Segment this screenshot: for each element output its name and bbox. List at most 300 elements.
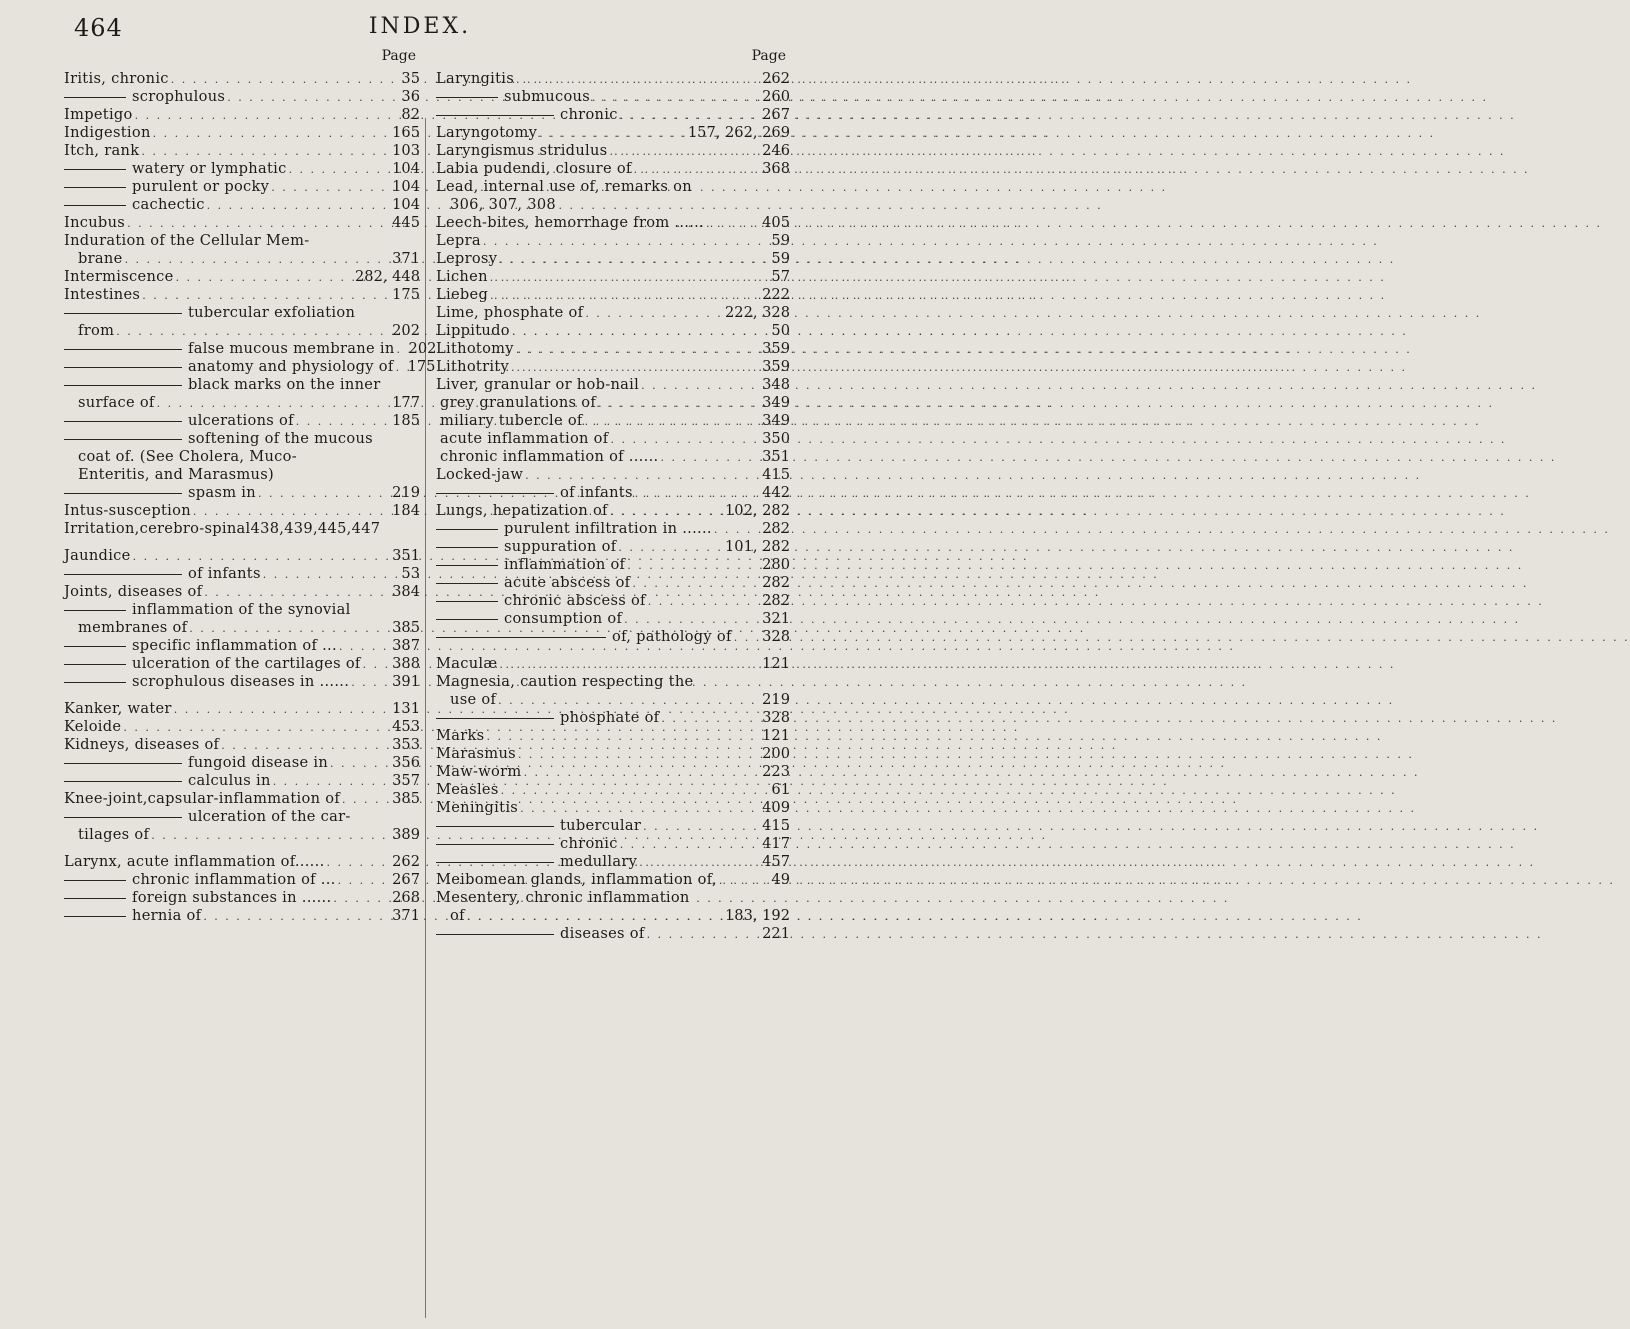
entry-page: 384: [392, 583, 420, 600]
entry-page: 121: [762, 655, 790, 672]
leader-dots: [583, 413, 759, 431]
leader-dots: [172, 701, 388, 719]
entry-text: Measles: [436, 781, 499, 798]
index-entry: [64, 340, 437, 358]
entry-page: 219: [762, 691, 790, 708]
entry-text: tubercular exfoliation: [188, 304, 356, 321]
leader-dots: [516, 746, 758, 764]
entry-page: 353: [392, 736, 420, 753]
leader-dots: [191, 503, 388, 521]
repeat-rule: [64, 349, 182, 350]
entry-text: Lichen: [436, 268, 488, 285]
repeat-rule: [436, 601, 498, 602]
entry-page: 53: [401, 565, 420, 582]
entry-page: 104: [392, 178, 420, 195]
leader-dots: [328, 755, 388, 773]
leader-dots: [394, 359, 404, 377]
index-entry: [64, 232, 420, 250]
column-heading: Page: [751, 48, 786, 64]
repeat-rule: [64, 97, 126, 98]
entry-page: 222, 328: [725, 304, 790, 321]
leader-dots: [151, 125, 388, 143]
leader-dots: [590, 89, 758, 107]
entry-text: grey granulations of: [440, 394, 597, 411]
entry-page: 175: [407, 358, 436, 375]
leader-dots: [608, 431, 758, 449]
index-entry: [436, 709, 790, 727]
index-entry: [64, 754, 420, 772]
leader-dots: [155, 395, 389, 413]
leader-dots: [287, 161, 389, 179]
leader-dots: [583, 305, 721, 323]
repeat-rule: [64, 880, 126, 881]
index-entry: [436, 925, 790, 943]
leader-dots: [336, 872, 389, 890]
entry-page: 391: [392, 673, 420, 690]
entry-text: foreign substances in ......: [132, 889, 332, 906]
running-head: INDEX.: [368, 14, 472, 39]
index-entry: [436, 763, 790, 781]
leader-dots: [201, 908, 388, 926]
entry-page: 387: [392, 637, 420, 654]
index-entry: [436, 358, 790, 376]
entry-page: 59: [771, 250, 790, 267]
entry-text: chronic abscess of: [504, 592, 646, 609]
entry-page: 50: [771, 322, 790, 339]
entry-text: surface of: [78, 394, 155, 411]
entry-text: chronic: [560, 106, 618, 123]
entry-text: Impetigo: [64, 106, 133, 123]
repeat-rule: [64, 898, 126, 899]
entry-text: ulceration of the cartilages of: [132, 655, 361, 672]
entry-text: Kidneys, diseases of: [64, 736, 220, 753]
index-entry: [64, 907, 420, 925]
index-entry: [64, 214, 420, 232]
entry-text: Liebeg: [436, 286, 489, 303]
entry-text: from: [78, 322, 115, 339]
leader-dots: [465, 908, 721, 926]
entry-page: 389: [392, 826, 420, 843]
entry-page: 185: [392, 412, 420, 429]
leader-dots: [169, 71, 398, 89]
leader-dots: [717, 872, 768, 890]
entry-text: Incubus: [64, 214, 126, 231]
entry-text: Iritis, chronic: [64, 70, 169, 87]
index-entry: [436, 655, 790, 673]
index-entry: [436, 394, 790, 412]
entry-page: 104: [392, 160, 420, 177]
entry-page: 445: [392, 214, 420, 231]
entry-text: membranes of: [78, 619, 188, 636]
index-entry: [436, 592, 790, 610]
leader-dots: [497, 251, 767, 269]
index-entry: [436, 196, 790, 214]
column-heading: Page: [381, 48, 416, 64]
leader-dots: [187, 620, 388, 638]
leader-dots: [658, 449, 758, 467]
entry-page: 350: [762, 430, 790, 447]
entry-page: 280: [762, 556, 790, 573]
entry-text: softening of the mucous: [188, 430, 373, 447]
leader-dots: [395, 341, 405, 359]
entry-text: ulcerations of: [188, 412, 294, 429]
index-entry: [64, 790, 420, 808]
leader-dots: [622, 611, 758, 629]
entry-text: black marks on the inner: [188, 376, 381, 393]
index-entry: [64, 565, 420, 583]
entry-text: of, pathology of: [612, 628, 732, 645]
entry-text: miliary tubercle of: [440, 412, 583, 429]
index-entry: [436, 574, 790, 592]
index-column-right: [436, 44, 790, 943]
index-entry: [64, 250, 420, 268]
entry-text: acute inflammation of: [440, 430, 609, 447]
leader-dots: [522, 764, 759, 782]
entry-page: 282, 448: [355, 268, 420, 285]
entry-text: 306, 307, 308: [450, 196, 557, 213]
index-entry: [64, 637, 420, 655]
entry-text: Marks: [436, 727, 485, 744]
leader-dots: [139, 143, 388, 161]
repeat-rule: [64, 781, 182, 782]
entry-page: 359: [762, 358, 790, 375]
entry-text: chronic: [560, 835, 618, 852]
entry-text: tubercular: [560, 817, 642, 834]
leader-dots: [131, 548, 389, 566]
leader-dots: [608, 503, 721, 521]
entry-text: Meibomean glands, inflammation of,: [436, 871, 717, 888]
entry-text: fungoid disease in: [188, 754, 329, 771]
leader-dots: [641, 818, 758, 836]
leader-dots: [645, 926, 759, 944]
entry-text: brane: [78, 250, 123, 267]
index-entry: [436, 538, 790, 556]
leader-dots: [269, 179, 388, 197]
index-entry: [64, 466, 420, 484]
index-entry: [64, 808, 420, 826]
entry-page: 268: [392, 889, 420, 906]
index-entry: [436, 835, 790, 853]
leader-dots: [518, 800, 758, 818]
repeat-rule: [436, 862, 554, 863]
page-number: 464: [74, 14, 123, 42]
repeat-rule: [436, 718, 554, 719]
entry-page: 219: [392, 484, 420, 501]
leader-dots: [488, 287, 758, 305]
entry-text: consumption of: [504, 610, 623, 627]
entry-page: 157, 262, 269: [687, 124, 790, 141]
entry-page: 321: [762, 610, 790, 627]
index-entry: [64, 547, 420, 565]
entry-text: Leech-bites, hemorrhage from ......: [436, 214, 705, 231]
leader-dots: [514, 341, 758, 359]
leader-dots: [361, 656, 389, 674]
entry-text: inflammation of the synovial: [132, 601, 351, 618]
index-entry: [436, 502, 790, 520]
entry-page: 165: [392, 124, 420, 141]
leader-dots: [732, 629, 758, 647]
index-entry: [64, 826, 420, 844]
repeat-rule: [436, 547, 498, 548]
repeat-rule: [64, 385, 182, 386]
entry-page: 175: [392, 286, 420, 303]
entry-text: inflammation of: [504, 556, 626, 573]
entry-page: 282: [762, 520, 790, 537]
entry-page: 282: [762, 592, 790, 609]
entry-text: Lead, internal use of, remarks on: [436, 178, 692, 195]
index-entry: [436, 142, 790, 160]
leader-dots: [133, 107, 398, 125]
entry-text: Keloide: [64, 718, 122, 735]
entry-page: 202: [392, 322, 420, 339]
leader-dots: [633, 485, 758, 503]
entry-text: Mesentery, chronic inflammation: [436, 889, 690, 906]
leader-dots: [630, 575, 758, 593]
index-entry: [64, 304, 420, 322]
entry-text: hernia of: [132, 907, 202, 924]
leader-dots: [596, 395, 758, 413]
index-entry: [436, 448, 790, 466]
index-entry: [436, 853, 790, 871]
entry-page: 177: [392, 394, 420, 411]
repeat-rule: [64, 916, 126, 917]
leader-dots: [114, 323, 388, 341]
leader-dots: [618, 836, 758, 854]
index-entry: [64, 430, 420, 448]
repeat-rule: [436, 115, 554, 116]
index-entry: [64, 673, 420, 691]
leader-dots: [337, 638, 388, 656]
repeat-rule: [64, 313, 182, 314]
entry-page: 457: [762, 853, 790, 870]
entry-page: 131: [392, 700, 420, 717]
index-entry: [64, 520, 420, 538]
index-entry: [64, 70, 420, 88]
entry-page: 415: [762, 466, 790, 483]
entry-text: use of: [450, 691, 497, 708]
entry-text: Enteritis, and Marasmus): [78, 466, 275, 483]
leader-dots: [340, 791, 388, 809]
index-entry: [436, 412, 790, 430]
entry-text: Lithotomy: [436, 340, 514, 357]
repeat-rule: [436, 493, 554, 494]
index-column-left: [64, 44, 437, 925]
entry-text: watery or lymphatic: [132, 160, 287, 177]
repeat-rule: [436, 826, 554, 827]
entry-page: 267: [762, 106, 790, 123]
leader-dots: [331, 890, 388, 908]
index-entry: [64, 871, 420, 889]
entry-text: Magnesia, caution respecting the: [436, 673, 694, 690]
entry-text: Larynx, acute inflammation of......: [64, 853, 325, 870]
entry-page: 371: [392, 907, 420, 924]
entry-text: Locked-jaw: [436, 466, 524, 483]
leader-dots: [225, 89, 397, 107]
index-entry: [64, 772, 420, 790]
repeat-rule: [64, 682, 126, 683]
entry-page: 223: [762, 763, 790, 780]
index-entry: [436, 214, 790, 232]
entry-page: 222: [762, 286, 790, 303]
entry-text: spasm in: [188, 484, 256, 501]
index-entry: [436, 907, 790, 925]
index-entry: [436, 268, 790, 286]
index-entry: [436, 340, 790, 358]
entry-text: scrophulous: [132, 88, 226, 105]
entry-page: 121: [762, 727, 790, 744]
index-entry: [436, 106, 790, 124]
entry-text: chronic inflammation of ......: [440, 448, 659, 465]
index-entry: [436, 673, 790, 691]
repeat-rule: [436, 619, 498, 620]
index-entry: [436, 781, 790, 799]
index-entry: [436, 799, 790, 817]
entry-text: Itch, rank: [64, 142, 140, 159]
index-entry: [436, 466, 790, 484]
entry-text: suppuration of: [504, 538, 617, 555]
entry-text: purulent or pocky: [132, 178, 270, 195]
repeat-rule: [436, 97, 498, 98]
index-entry: [64, 88, 420, 106]
leader-dots: [121, 719, 388, 737]
entry-text: Lithotrity: [436, 358, 510, 375]
leader-dots: [219, 737, 388, 755]
entry-text: ulceration of the car-: [188, 808, 351, 825]
leader-dots: [646, 593, 758, 611]
entry-page: 409: [762, 799, 790, 816]
entry-page: 262: [392, 853, 420, 870]
entry-text: coat of. (See Cholera, Muco-: [78, 448, 297, 465]
index-entry: [436, 871, 790, 889]
leader-dots: [140, 287, 388, 305]
entry-text: Marasmus: [436, 745, 516, 762]
index-entry: [436, 520, 790, 538]
entry-text: Indigestion: [64, 124, 151, 141]
entry-page: 200: [762, 745, 790, 762]
entry-text: Irritation,cerebro-spinal438,439,445,447: [64, 520, 381, 537]
repeat-rule: [64, 169, 126, 170]
entry-page: 328: [762, 628, 790, 645]
entry-page: 102, 282: [725, 502, 790, 519]
leader-dots: [523, 467, 758, 485]
repeat-rule: [64, 493, 182, 494]
entry-text: Intermiscence: [64, 268, 174, 285]
entry-text: Intestines: [64, 286, 141, 303]
repeat-rule: [64, 421, 182, 422]
entry-page: 184: [392, 502, 420, 519]
entry-text: Induration of the Cellular Mem-: [64, 232, 310, 249]
entry-text: tilages of: [78, 826, 150, 843]
leader-dots: [325, 854, 389, 872]
leader-dots: [616, 539, 721, 557]
index-entry: [64, 502, 420, 520]
leader-dots: [496, 692, 758, 710]
index-entry: [436, 628, 790, 646]
index-entry: [64, 196, 420, 214]
index-entry: [436, 160, 790, 178]
entry-page: 357: [392, 772, 420, 789]
entry-text: Liver, granular or hob-nail: [436, 376, 640, 393]
entry-text: Labia pudendi, closure of: [436, 160, 632, 177]
entry-text: of infants: [188, 565, 261, 582]
entry-text: Lungs, hepatization of: [436, 502, 608, 519]
entry-text: acute abscess of: [504, 574, 631, 591]
entry-page: 260: [762, 88, 790, 105]
entry-text: Lime, phosphate of: [436, 304, 584, 321]
leader-dots: [484, 728, 758, 746]
leader-dots: [149, 827, 388, 845]
entry-page: 101, 282: [725, 538, 790, 555]
entry-page: 246: [762, 142, 790, 159]
index-entry: [64, 889, 420, 907]
entry-text: Lepra: [436, 232, 481, 249]
entry-page: 351: [392, 547, 420, 564]
entry-page: 405: [762, 214, 790, 231]
entry-page: 36: [401, 88, 420, 105]
repeat-rule: [64, 664, 126, 665]
index-entry: [64, 601, 420, 619]
index-entry: [436, 286, 790, 304]
leader-dots: [349, 674, 388, 692]
index-entry: [64, 718, 420, 736]
index-entry: [64, 736, 420, 754]
leader-dots: [659, 710, 758, 728]
index-entry: [436, 727, 790, 745]
leader-dots: [481, 233, 768, 251]
entry-page: 368: [762, 160, 790, 177]
entry-text: Maw-worm: [436, 763, 522, 780]
leader-dots: [639, 377, 758, 395]
entry-text: calculus in: [188, 772, 271, 789]
entry-text: Lippitudo: [436, 322, 510, 339]
entry-text: Meningitis: [436, 799, 519, 816]
entry-page: 59: [771, 232, 790, 249]
entry-page: 57: [771, 268, 790, 285]
entry-text: Laryngitis: [436, 70, 515, 87]
entry-text: Laryngismus stridulus: [436, 142, 608, 159]
leader-dots: [261, 566, 398, 584]
leader-dots: [256, 485, 388, 503]
repeat-rule: [436, 637, 606, 638]
index-entry: [436, 745, 790, 763]
entry-text: anatomy and physiology of: [188, 358, 394, 375]
entry-page: 385: [392, 619, 420, 636]
index-entry: [64, 358, 436, 376]
entry-text: of: [450, 907, 465, 924]
repeat-rule: [64, 817, 182, 818]
index-entry: [436, 250, 790, 268]
index-entry: [436, 88, 790, 106]
entry-page: 61: [771, 781, 790, 798]
entry-text: scrophulous diseases in ......: [132, 673, 350, 690]
leader-dots: [509, 359, 758, 377]
entry-text: Maculæ: [436, 655, 498, 672]
entry-text: of infants: [560, 484, 633, 501]
leader-dots: [704, 215, 758, 233]
entry-page: 282: [762, 574, 790, 591]
index-entry: [64, 142, 420, 160]
repeat-rule: [64, 763, 182, 764]
index-entry: [436, 304, 790, 322]
repeat-rule: [64, 610, 126, 611]
repeat-rule: [64, 367, 182, 368]
entry-text: Kanker, water: [64, 700, 172, 717]
entry-page: 221: [762, 925, 790, 942]
index-entry: [436, 610, 790, 628]
leader-dots: [205, 197, 388, 215]
entry-page: 442: [762, 484, 790, 501]
repeat-rule: [436, 565, 498, 566]
